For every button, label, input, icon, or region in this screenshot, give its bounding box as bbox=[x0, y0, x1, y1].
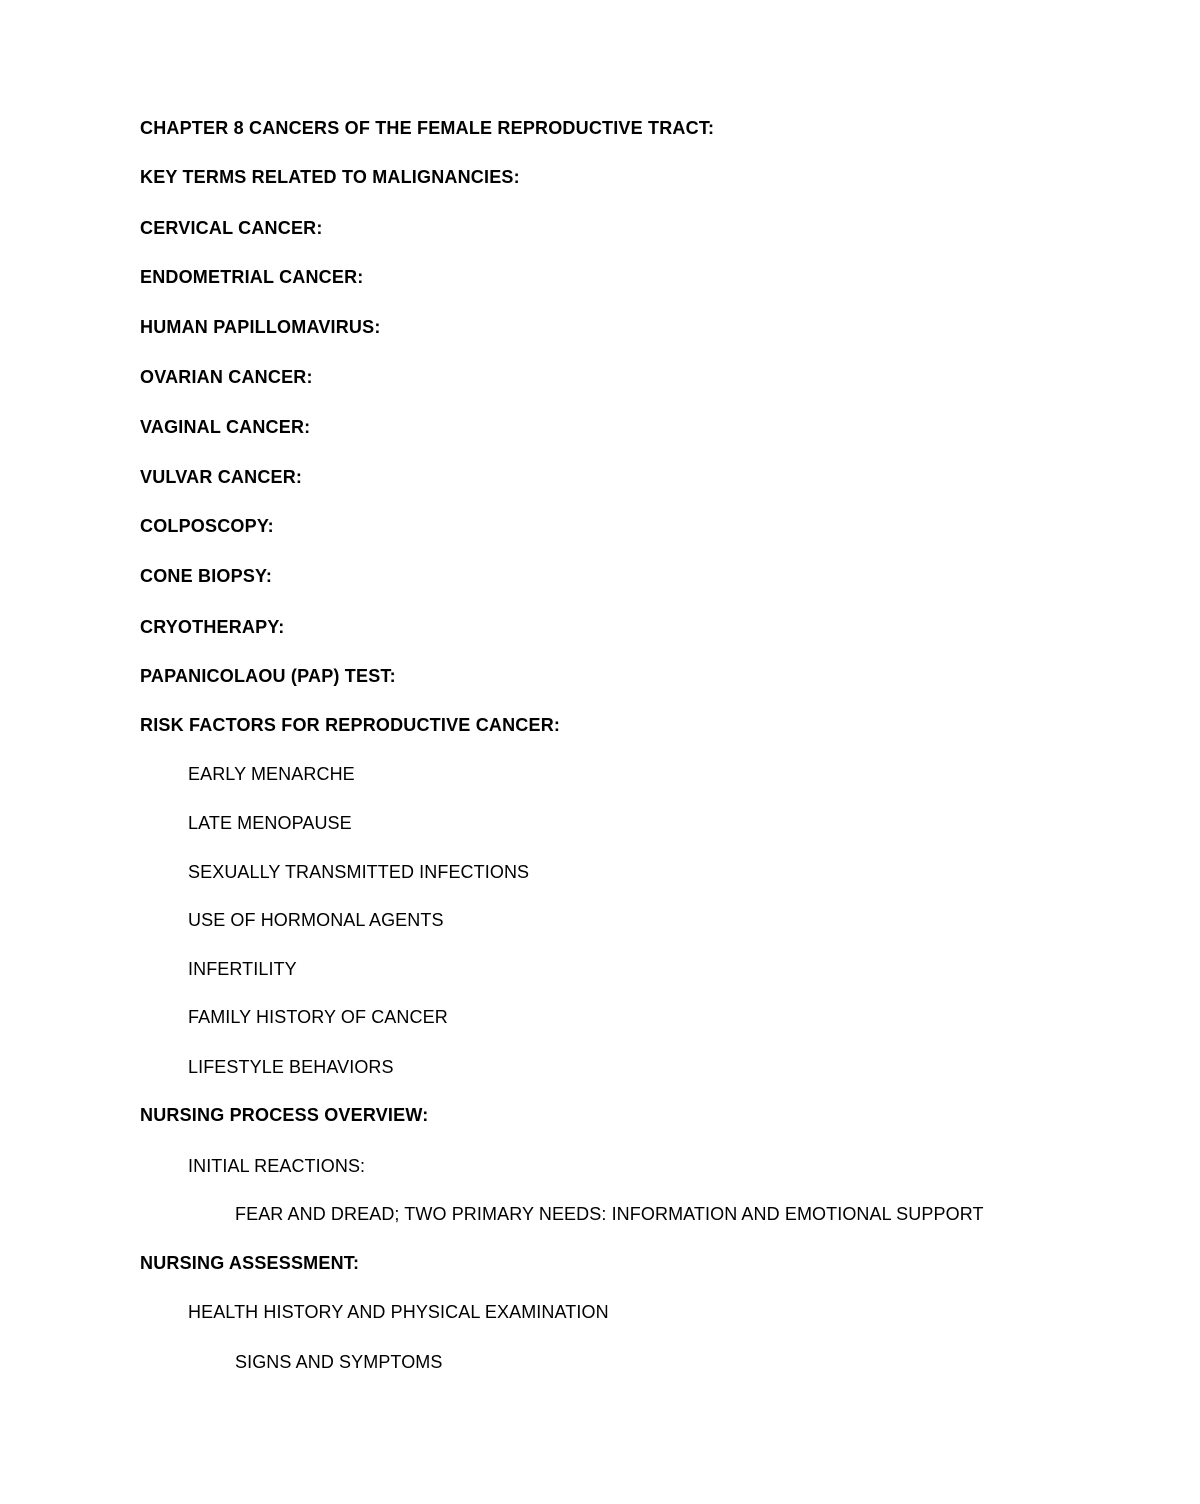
risk-factor-item: LATE MENOPAUSE bbox=[188, 813, 352, 833]
initial-reactions-detail: FEAR AND DREAD; TWO PRIMARY NEEDS: INFORMATION AND EMOTIONAL SUPPORT bbox=[235, 1204, 984, 1224]
chapter-title: CHAPTER 8 CANCERS OF THE FEMALE REPRODUCTIVE TRACT: bbox=[140, 118, 715, 138]
term-colposcopy: COLPOSCOPY: bbox=[140, 516, 274, 536]
term-cone-biopsy: CONE BIOPSY: bbox=[140, 566, 273, 586]
risk-factors-heading: RISK FACTORS FOR REPRODUCTIVE CANCER: bbox=[140, 715, 561, 735]
term-cervical-cancer: CERVICAL CANCER: bbox=[140, 218, 323, 238]
risk-factor-item: INFERTILITY bbox=[188, 959, 297, 979]
health-history-subheading: HEALTH HISTORY AND PHYSICAL EXAMINATION bbox=[188, 1302, 609, 1322]
term-vaginal-cancer: VAGINAL CANCER: bbox=[140, 417, 311, 437]
term-ovarian-cancer: OVARIAN CANCER: bbox=[140, 367, 313, 387]
nursing-assessment-heading: NURSING ASSESSMENT: bbox=[140, 1253, 360, 1273]
risk-factor-item: EARLY MENARCHE bbox=[188, 764, 355, 784]
term-human-papillomavirus: HUMAN PAPILLOMAVIRUS: bbox=[140, 317, 381, 337]
term-cryotherapy: CRYOTHERAPY: bbox=[140, 617, 285, 637]
key-terms-heading: KEY TERMS RELATED TO MALIGNANCIES: bbox=[140, 167, 520, 187]
risk-factor-item: LIFESTYLE BEHAVIORS bbox=[188, 1057, 394, 1077]
nursing-process-heading: NURSING PROCESS OVERVIEW: bbox=[140, 1105, 429, 1125]
term-vulvar-cancer: VULVAR CANCER: bbox=[140, 467, 303, 487]
term-endometrial-cancer: ENDOMETRIAL CANCER: bbox=[140, 267, 364, 287]
initial-reactions-subheading: INITIAL REACTIONS: bbox=[188, 1156, 366, 1176]
risk-factor-item: USE OF HORMONAL AGENTS bbox=[188, 910, 444, 930]
risk-factor-item: SEXUALLY TRANSMITTED INFECTIONS bbox=[188, 862, 530, 882]
signs-symptoms-item: SIGNS AND SYMPTOMS bbox=[235, 1352, 443, 1372]
risk-factor-item: FAMILY HISTORY OF CANCER bbox=[188, 1007, 448, 1027]
term-pap-test: PAPANICOLAOU (PAP) TEST: bbox=[140, 666, 396, 686]
